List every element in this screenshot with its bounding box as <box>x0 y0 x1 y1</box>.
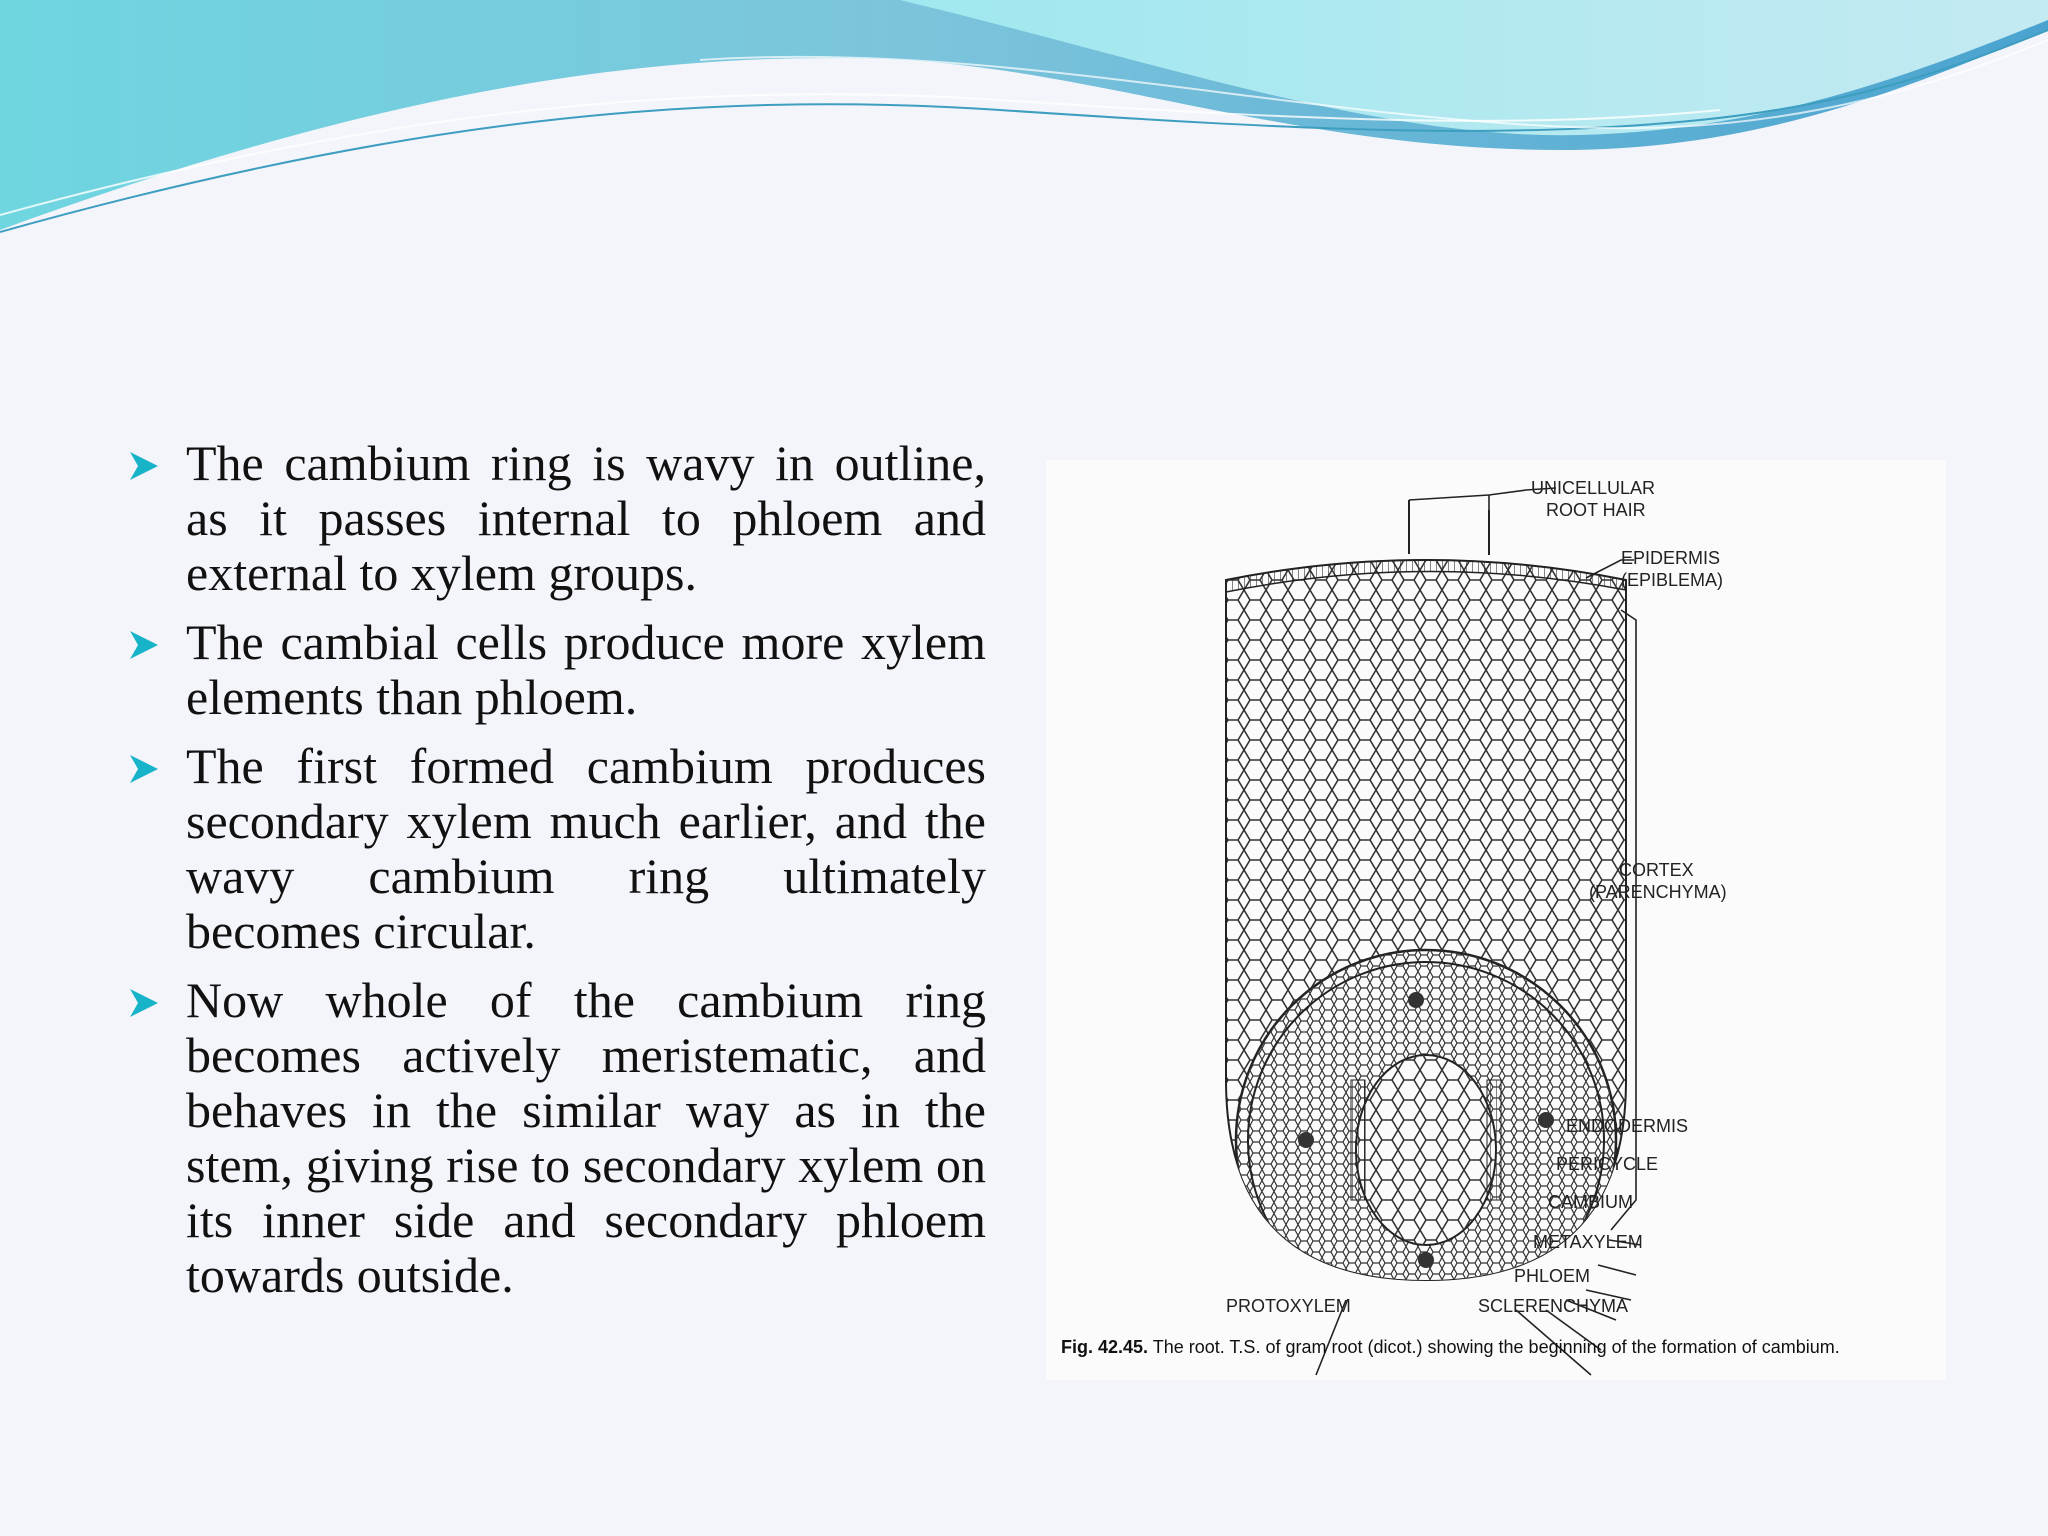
bullet-text: The cambium ring is wavy in outline, as it passes internal to phloem and external to xylem groups. <box>186 435 986 601</box>
bullet-item <box>128 436 986 601</box>
label-root-hair: ROOT HAIR <box>1546 500 1646 520</box>
label-sclerenchyma: SCLERENCHYMA <box>1478 1296 1629 1316</box>
bullet-text: The first formed cambium produces secondary xylem much earlier, and the wavy cambium ring ultimately becomes circular. <box>186 738 986 959</box>
label-unicellular: UNICELLULAR <box>1531 478 1656 498</box>
label-epidermis: EPIDERMIS <box>1621 548 1721 568</box>
label-protoxylem: PROTOXYLEM <box>1226 1296 1351 1316</box>
figure-caption: Fig. 42.45. The root. T.S. of gram root (dicot.) showing the beginning of the formation of cambium. <box>1061 1337 1840 1357</box>
bullet-item <box>128 615 986 725</box>
bullet-item <box>128 973 986 1303</box>
bullet-item <box>128 739 986 959</box>
header-wave-decoration <box>0 0 2048 240</box>
arrowhead-bullet-icon <box>128 450 160 482</box>
label-phloem: PHLOEM <box>1514 1266 1591 1286</box>
root-diagram <box>1046 460 1946 1380</box>
bullet-list <box>128 436 986 1317</box>
label-metaxylem: METAXYLEM <box>1533 1232 1643 1252</box>
arrowhead-bullet-icon <box>128 629 160 661</box>
arrowhead-bullet-icon <box>128 987 160 1019</box>
label-endodermis: ENDODERMIS <box>1566 1116 1689 1136</box>
label-pericycle: PERICYCLE <box>1556 1154 1659 1174</box>
label-epiblema: (EPIBLEMA) <box>1621 570 1724 590</box>
label-parenchyma: (PARENCHYMA) <box>1589 882 1727 902</box>
root-cross-section-figure <box>1046 460 1946 1380</box>
label-cortex: CORTEX <box>1619 860 1694 880</box>
bullet-text: Now whole of the cambium ring becomes actively meristematic, and behaves in the similar way as in the stem, giving rise to secondary xylem on its inner side and secondary phloem towards outside. <box>186 972 986 1303</box>
label-cambium: CAMBIUM <box>1548 1192 1633 1212</box>
bullet-text: The cambial cells produce more xylem elements than phloem. <box>186 614 986 725</box>
arrowhead-bullet-icon <box>128 753 160 785</box>
